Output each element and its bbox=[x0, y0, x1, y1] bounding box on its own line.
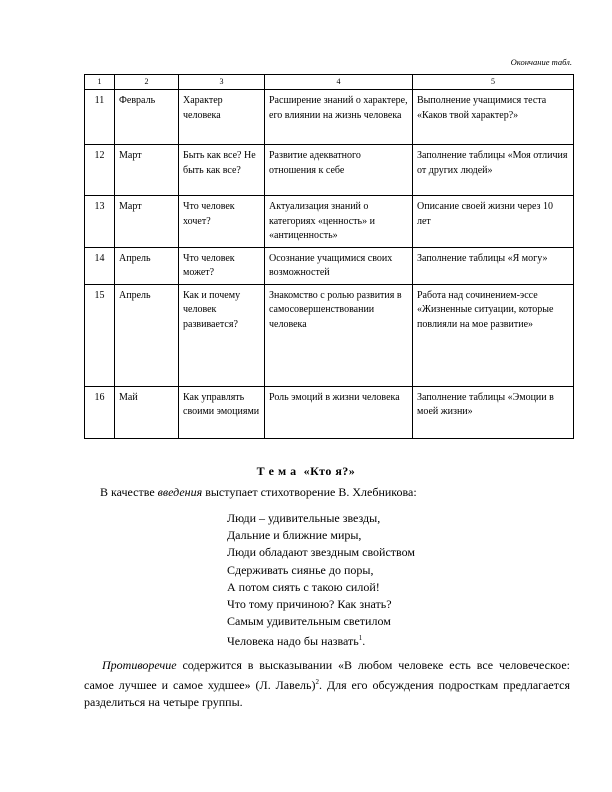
intro-emphasis: введения bbox=[157, 485, 203, 499]
lesson-number: 13 bbox=[85, 196, 115, 248]
lesson-month: Февраль bbox=[115, 90, 179, 145]
lesson-form: Заполнение таблицы «Эмоции в моей жизни» bbox=[413, 386, 574, 438]
footnote-marker: 2 bbox=[315, 678, 319, 686]
paragraph-text-1: содержится в высказывании «В любом человеке есть все человеческое: самое лучшее и самое худшее» (Л. Лавель) bbox=[84, 658, 573, 692]
poem-line: Люди – удивительные звезды, bbox=[227, 511, 381, 525]
intro-text-after: выступает стихотворение В. Хлебникова: bbox=[202, 485, 417, 499]
lesson-number: 15 bbox=[85, 284, 115, 386]
poem-line: Человека надо бы назвать bbox=[227, 634, 359, 649]
lesson-month: Март bbox=[115, 145, 179, 196]
column-header: 2 bbox=[115, 75, 179, 90]
lesson-goal: Роль эмоций в жизни человека bbox=[265, 386, 413, 438]
table-row bbox=[85, 90, 574, 145]
table-row bbox=[85, 196, 574, 248]
lesson-form: Выполнение учащимися теста «Каков твой характер?» bbox=[413, 90, 574, 145]
table-row bbox=[85, 247, 574, 284]
poem-line: Что тому причиною? Как знать? bbox=[227, 597, 392, 612]
column-header: 4 bbox=[265, 75, 413, 90]
poem-line: А потом сиять с такою силой! bbox=[227, 579, 380, 594]
paragraph-text-2: . Для его обсуждения подросткам предлагается разделиться на четыре группы. bbox=[84, 678, 570, 709]
lesson-number: 14 bbox=[85, 247, 115, 284]
poem-line: Сдерживать сиянье до поры, bbox=[227, 562, 374, 577]
intro-text-before: В качестве bbox=[100, 485, 158, 499]
table-row bbox=[85, 145, 574, 196]
table-row bbox=[85, 386, 574, 438]
poem-end-punctuation: . bbox=[362, 634, 366, 649]
body-paragraph bbox=[84, 657, 573, 711]
lesson-goal: Актуализация знаний о категориях «ценность» и «антиценность» bbox=[265, 196, 413, 248]
lesson-form: Описание своей жизни через 10 лет bbox=[413, 196, 574, 248]
column-header: 1 bbox=[85, 75, 115, 90]
lesson-number: 12 bbox=[85, 145, 115, 196]
table-continuation-caption: Окончание табл. bbox=[510, 57, 572, 67]
lesson-month: Апрель bbox=[115, 284, 179, 386]
intro-line bbox=[100, 485, 417, 500]
lesson-month: Март bbox=[115, 196, 179, 248]
lesson-plan-table bbox=[84, 74, 574, 439]
paragraph-emphasis: Противоречие bbox=[102, 658, 177, 672]
column-header: 5 bbox=[413, 75, 574, 90]
table-header-row bbox=[85, 75, 574, 90]
lesson-month: Апрель bbox=[115, 247, 179, 284]
lesson-topic: Характер человека bbox=[179, 90, 265, 145]
lesson-number: 16 bbox=[85, 386, 115, 438]
lesson-form: Заполнение таблицы «Моя отличия от других людей» bbox=[413, 145, 574, 196]
lesson-month: Май bbox=[115, 386, 179, 438]
lesson-goal: Расширение знаний о характере, его влиянии на жизнь человека bbox=[265, 90, 413, 145]
table-row bbox=[85, 284, 574, 386]
paragraph-text bbox=[84, 657, 573, 711]
footnote-marker: 1 bbox=[358, 634, 363, 643]
poem bbox=[227, 510, 415, 651]
lesson-topic: Как управлять своими эмоциями bbox=[179, 386, 265, 438]
section-title: Т е м а «Кто я?» bbox=[256, 464, 356, 478]
lesson-goal: Развитие адекватного отношения к себе bbox=[265, 145, 413, 196]
poem-line: Люди обладают звездным свойством bbox=[227, 545, 415, 560]
column-header: 3 bbox=[179, 75, 265, 90]
poem-line: Дальние и ближние миры, bbox=[227, 528, 362, 543]
lesson-form: Работа над сочинением-эссе «Жизненные ситуации, которые повлияли на мое развитие» bbox=[413, 284, 574, 386]
lesson-topic: Как и почему человек развивается? bbox=[179, 284, 265, 386]
lesson-goal: Знакомство с ролью развития в самосовершенствовании человека bbox=[265, 284, 413, 386]
lesson-topic: Что человек хочет? bbox=[179, 196, 265, 248]
poem-line-last bbox=[227, 630, 415, 650]
lesson-topic: Что человек может? bbox=[179, 247, 265, 284]
lesson-topic: Быть как все? Не быть как все? bbox=[179, 145, 265, 196]
lesson-form: Заполнение таблицы «Я могу» bbox=[413, 247, 574, 284]
lesson-number: 11 bbox=[85, 90, 115, 145]
poem-line: Самым удивительным светилом bbox=[227, 614, 391, 629]
lesson-goal: Осознание учащимися своих возможностей bbox=[265, 247, 413, 284]
